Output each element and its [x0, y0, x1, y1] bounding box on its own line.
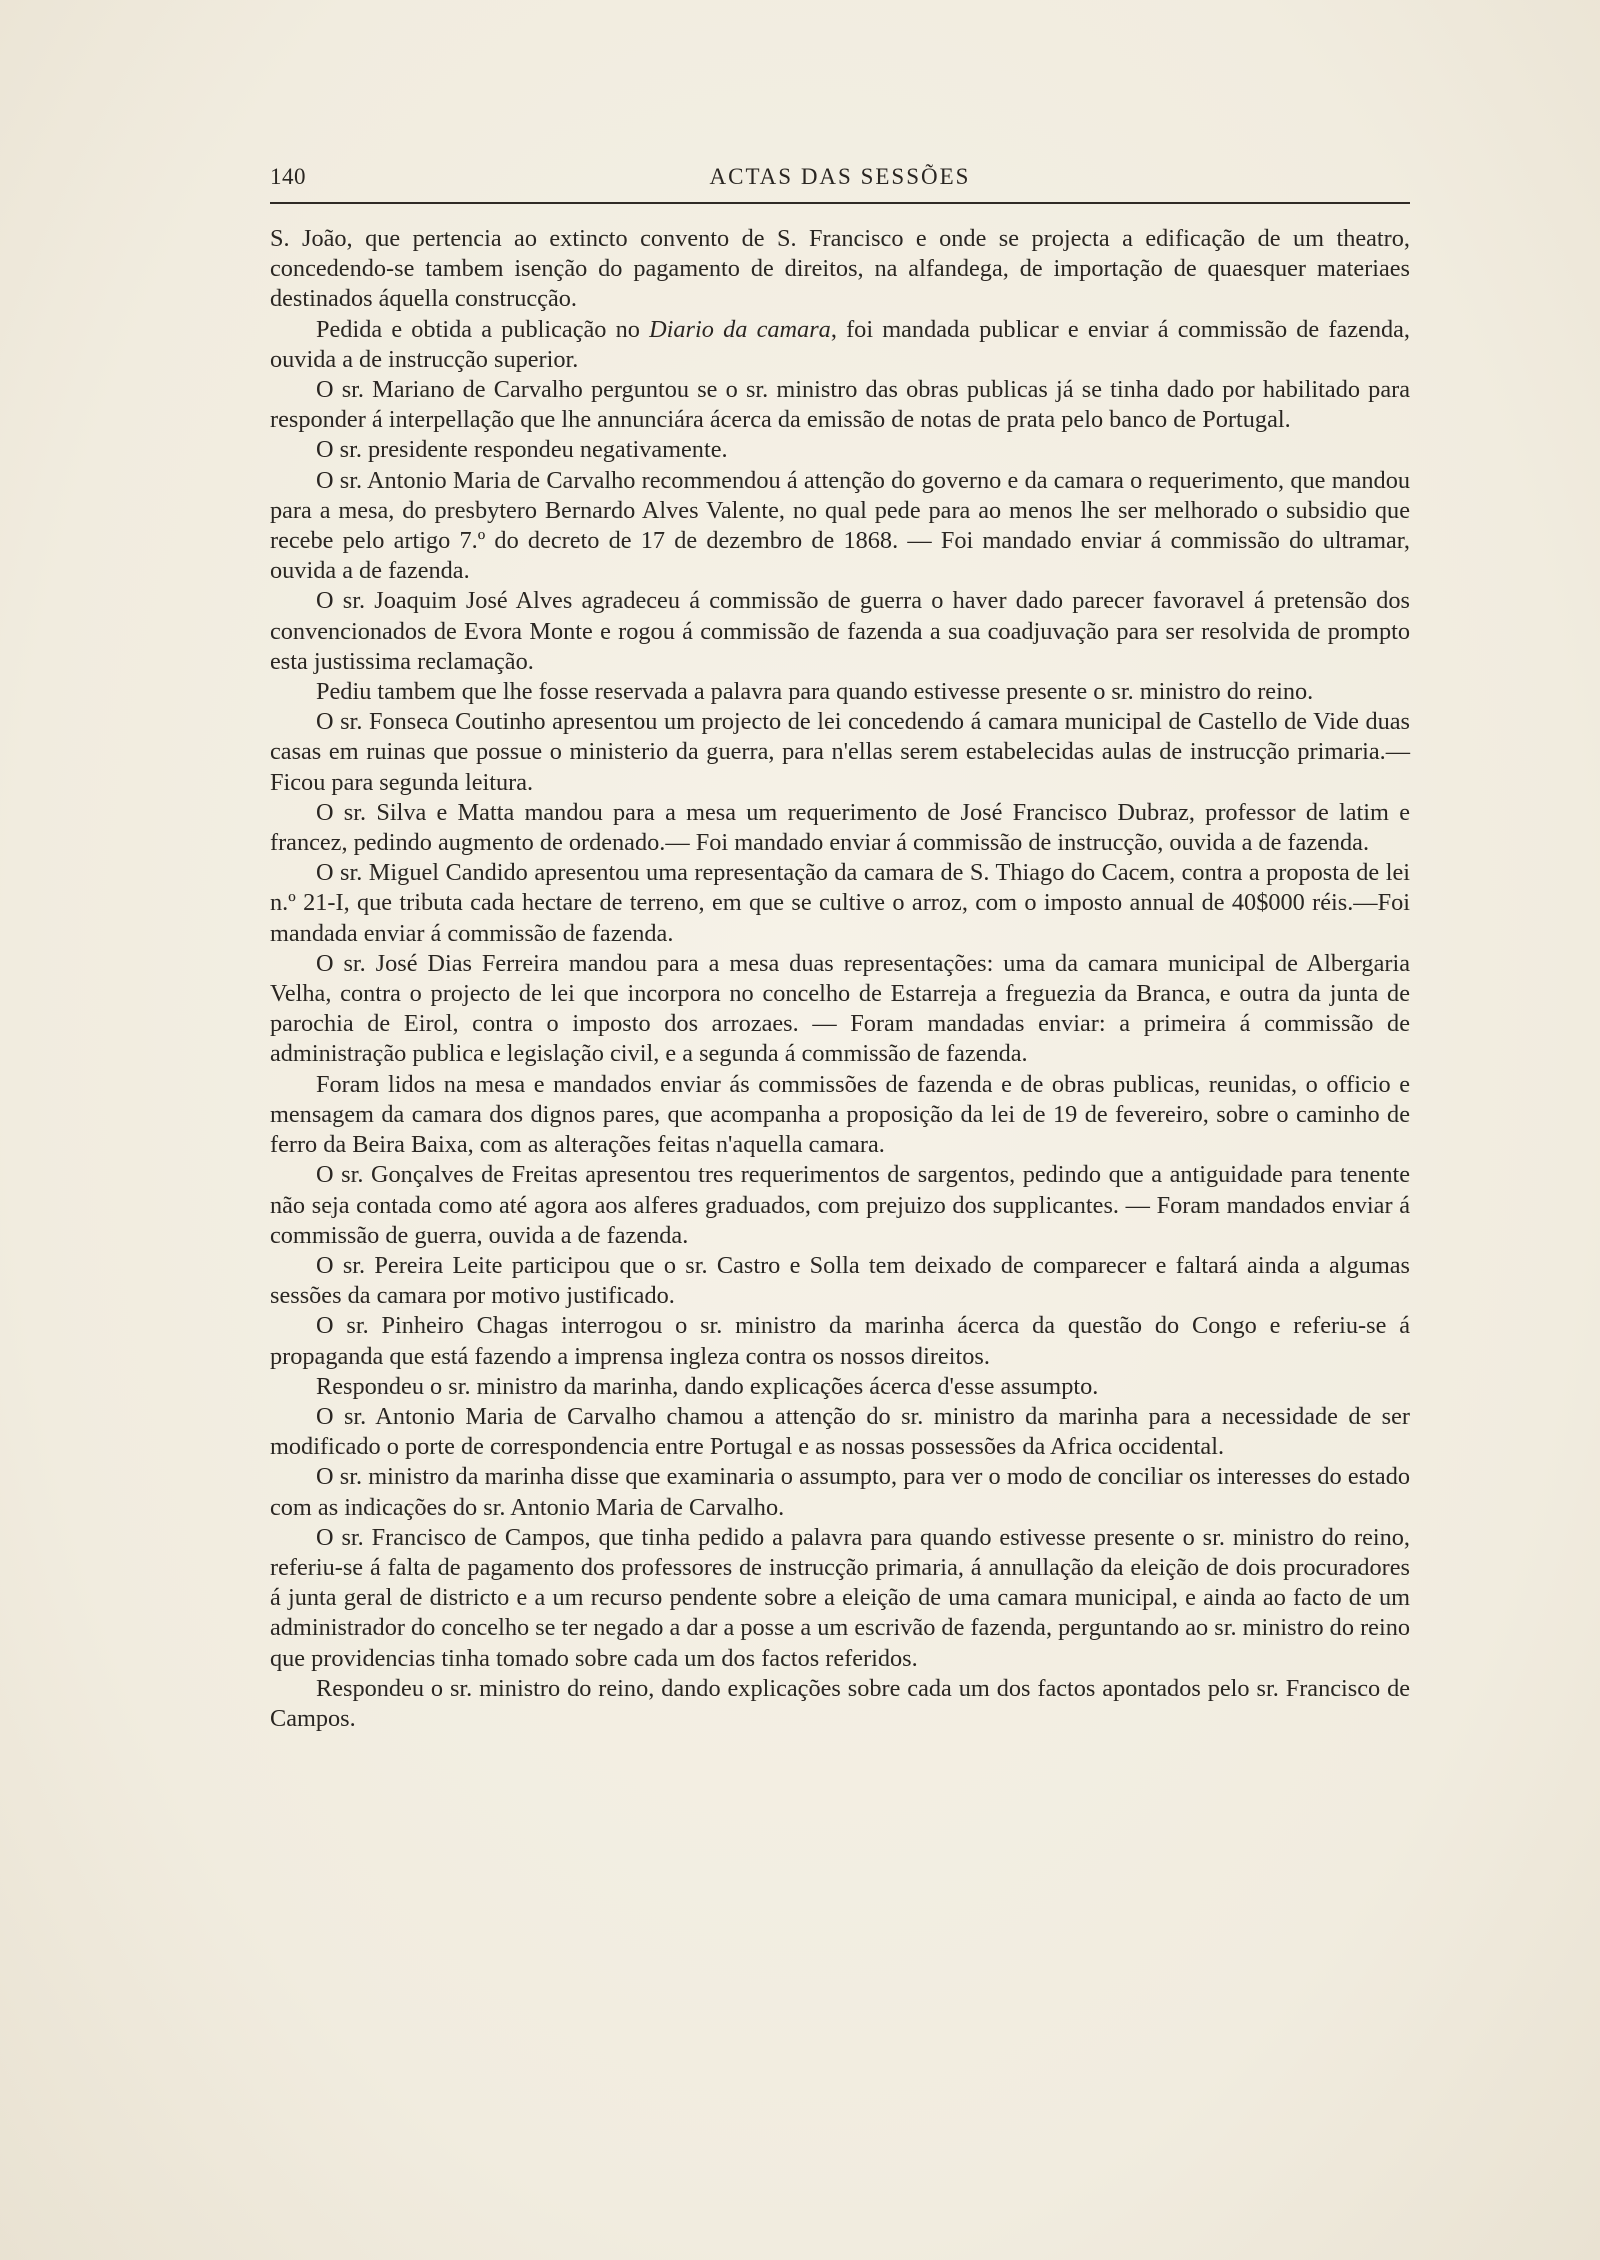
paragraph: O sr. presidente respondeu negativamente. — [316, 436, 728, 464]
paragraph: O sr. Francisco de Campos, que tinha pedido a palavra para quando estivesse presente o sr. ministro do reino, referiu-se á falta de pagamento dos professores de instrucção primaria, á annullação da eleição de dois procuradores á junta geral de districto e a um recurso pendente sobre a eleição de uma camara municipal, e ainda ao facto de um administrador do concelho se ter negado a dar a posse a um escrivão de fazenda, perguntando ao sr. ministro do reino que providencias tinha tomado sobre cada um dos factos referidos. — [270, 1523, 1410, 1672]
paragraph: O sr. Pinheiro Chagas interrogou o sr. ministro da marinha ácerca da questão do Congo e referiu-se á propaganda que está fazendo a imprensa ingleza contra os nossos direitos. — [270, 1312, 1410, 1370]
paragraph: S. João, que pertencia ao extincto convento de S. Francisco e onde se projecta a edificação de um theatro, concedendo-se tambem isenção do pagamento de direitos, na alfandega, de importação de quaesquer materiaes destinados áquella construcção. — [270, 225, 1410, 313]
header-rule — [270, 202, 1410, 204]
paragraph: Respondeu o sr. ministro do reino, dando explicações sobre cada um dos factos apontados pelo sr. Francisco de Campos. — [270, 1674, 1410, 1732]
paragraph: O sr. Pereira Leite participou que o sr. Castro e Solla tem deixado de comparecer e faltará ainda a algumas sessões da camara por motivo justificado. — [270, 1251, 1410, 1310]
italic-phrase: Diario da camara — [649, 315, 831, 343]
page-number: 140 — [270, 164, 306, 189]
paragraph: O sr. Fonseca Coutinho apresentou um projecto de lei concedendo á camara municipal de Castello de Vide duas casas em ruinas que possue o ministerio da guerra, para n'ellas serem estabelecidas aulas de instrucção primaria.— Ficou para segunda leitura. — [270, 708, 1410, 796]
paragraph: O sr. Miguel Candido apresentou uma representação da camara de S. Thiago do Cacem, contra a proposta de lei n.º 21-I, que tributa cada hectare de terreno, em que se cultive o arroz, com o imposto annual de 40$000 réis.—Foi mandada enviar á commissão de fazenda. — [270, 859, 1410, 947]
paragraph: Respondeu o sr. ministro da marinha, dando explicações ácerca d'esse assumpto. — [316, 1372, 1099, 1400]
paragraph: Foram lidos na mesa e mandados enviar ás commissões de fazenda e de obras publicas, reunidas, o officio e mensagem da camara dos dignos pares, que acompanha a proposição da lei de 19 de fevereiro, sobre o caminho de ferro da Beira Baixa, com as alterações feitas n'aquella camara. — [270, 1070, 1410, 1159]
paragraph: O sr. Antonio Maria de Carvalho chamou a attenção do sr. ministro da marinha para a necessidade de ser modificado o porte de correspondencia entre Portugal e as nossas possessões da Africa occidental. — [270, 1402, 1410, 1461]
paragraph: O sr. Silva e Matta mandou para a mesa um requerimento de José Francisco Dubraz, professor de latim e francez, pedindo augmento de ordenado.— Foi mandado enviar á commissão de instrucção, ouvida a de fazenda. — [270, 798, 1410, 857]
paragraph: O sr. José Dias Ferreira mandou para a mesa duas representações: uma da camara municipal de Albergaria Velha, contra o projecto de lei que incorpora no concelho de Estarreja a freguezia da Branca, e outra da junta de parochia de Eirol, contra o imposto dos arrozaes. — Foram mandadas enviar: a primeira á commissão de administração publica e legislação civil, e a segunda á commissão de fazenda. — [270, 949, 1410, 1068]
paragraph: Pedida e obtida a publicação no Diario da camara, foi mandada publicar e enviar á commissão de fazenda, ouvida a de instrucção superior. — [270, 315, 1411, 373]
page-header — [270, 158, 1410, 200]
paragraph: O sr. Gonçalves de Freitas apresentou tres requerimentos de sargentos, pedindo que a antiguidade para tenente não seja contada como até agora aos alferes graduados, com prejuizo dos supplicantes. — Foram mandados enviar á commissão de guerra, ouvida a de fazenda. — [270, 1161, 1410, 1249]
paragraph: O sr. ministro da marinha disse que examinaria o assumpto, para ver o modo de conciliar os interesses do estado com as indicações do sr. Antonio Maria de Carvalho. — [270, 1463, 1410, 1521]
paragraph: Pediu tambem que lhe fosse reservada a palavra para quando estivesse presente o sr. ministro do reino. — [316, 678, 1314, 706]
paragraph: O sr. Mariano de Carvalho perguntou se o sr. ministro das obras publicas já se tinha dado por habilitado para responder á interpellação que lhe annunciára ácerca da emissão de notas de prata pelo banco de Portugal. — [270, 376, 1410, 434]
body-text — [270, 224, 1410, 1734]
running-title: ACTAS DAS SESSÕES — [709, 164, 971, 189]
paragraph: O sr. Joaquim José Alves agradeceu á commissão de guerra o haver dado parecer favoravel á pretensão dos convencionados de Evora Monte e rogou á commissão de fazenda a sua coadjuvação para ser resolvida de prompto esta justissima reclamação. — [270, 587, 1410, 675]
paragraph: O sr. Antonio Maria de Carvalho recommendou á attenção do governo e da camara o requerimento, que mandou para a mesa, do presbytero Bernardo Alves Valente, no qual pede para ao menos lhe ser melhorado o subsidio que recebe pelo artigo 7.º do decreto de 17 de dezembro de 1868. — Foi mandado enviar á commissão do ultramar, ouvida a de fazenda. — [270, 466, 1410, 585]
